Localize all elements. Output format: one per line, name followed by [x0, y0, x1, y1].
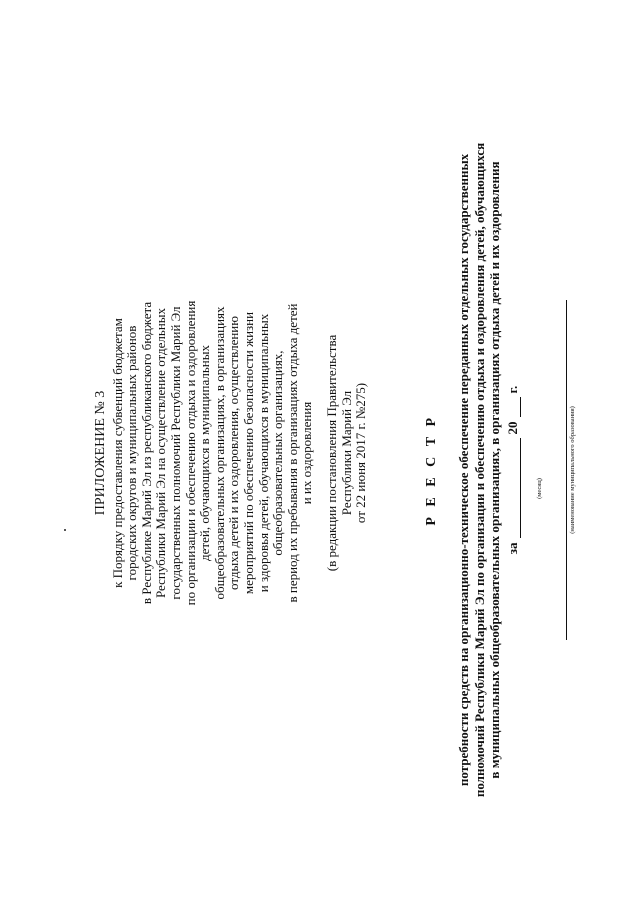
registry-subtitle-line: потребности средств на организационно-техническое обеспечение переданных отдельных государственных — [456, 153, 471, 787]
appendix-block — [94, 293, 369, 613]
month-caption: (месяц) — [535, 478, 543, 499]
appendix-line: мероприятий по обеспечению безопасности жизни — [240, 311, 256, 595]
municipality-caption: (наименование муниципального образования) — [568, 406, 576, 534]
appendix-line: и здоровья детей, обучающихся в муниципальных — [255, 313, 271, 593]
month-blank — [520, 438, 543, 538]
appendix-line: общеобразовательных организациях, — [270, 350, 286, 556]
appendix-line: отдыха детей и их оздоровления, осуществлению — [226, 316, 242, 590]
appendix-line: Республики Марий Эл на осуществление отдельных — [153, 307, 169, 599]
appendix-line: по организации и обеспечению отдыха и оздоровления — [182, 300, 198, 606]
registry-title: Р Е Е С Т Р — [424, 414, 439, 526]
period-prefix: за — [504, 542, 520, 555]
appendix-line: государственных полномочий Республики Марий Эл — [167, 306, 183, 600]
registry-subtitle-line: полномочий Республики Марий Эл по организации и обеспечению отдыха и оздоровления детей, обучающихся — [471, 142, 487, 798]
period-line — [504, 95, 543, 845]
registry-subtitle-line: в муниципальных общеобразовательных организациях, в организациях отдыха детей и их оздоровления — [487, 161, 502, 779]
amendment-line: (в редакции постановления Правительства — [323, 334, 339, 572]
municipality-blank — [565, 300, 567, 640]
appendix-title: ПРИЛОЖЕНИЕ № 3 — [93, 390, 108, 516]
period-suffix: г. — [504, 385, 520, 394]
period-century: 20 — [504, 421, 520, 435]
appendix-line: общеобразовательных организациях, в организациях — [211, 306, 227, 600]
appendix-line: детей, обучающихся в муниципальных — [197, 345, 213, 561]
amendment-line: от 22 июня 2017 г. №275) — [353, 382, 369, 524]
year-blank — [520, 397, 521, 417]
scan-speck — [64, 529, 66, 531]
registry-block — [424, 95, 576, 845]
appendix-line: и их оздоровления — [299, 401, 315, 505]
appendix-line: в период их пребывания в организациях отдыха детей — [284, 303, 300, 603]
appendix-line: городских округов и муниципальных районов — [124, 325, 140, 581]
appendix-line: в Республике Марий Эл из республиканского бюджета — [138, 301, 154, 605]
appendix-line: к Порядку предоставления субвенций бюджетам — [109, 318, 125, 588]
amendment-line: Республики Марий Эл — [338, 390, 354, 516]
